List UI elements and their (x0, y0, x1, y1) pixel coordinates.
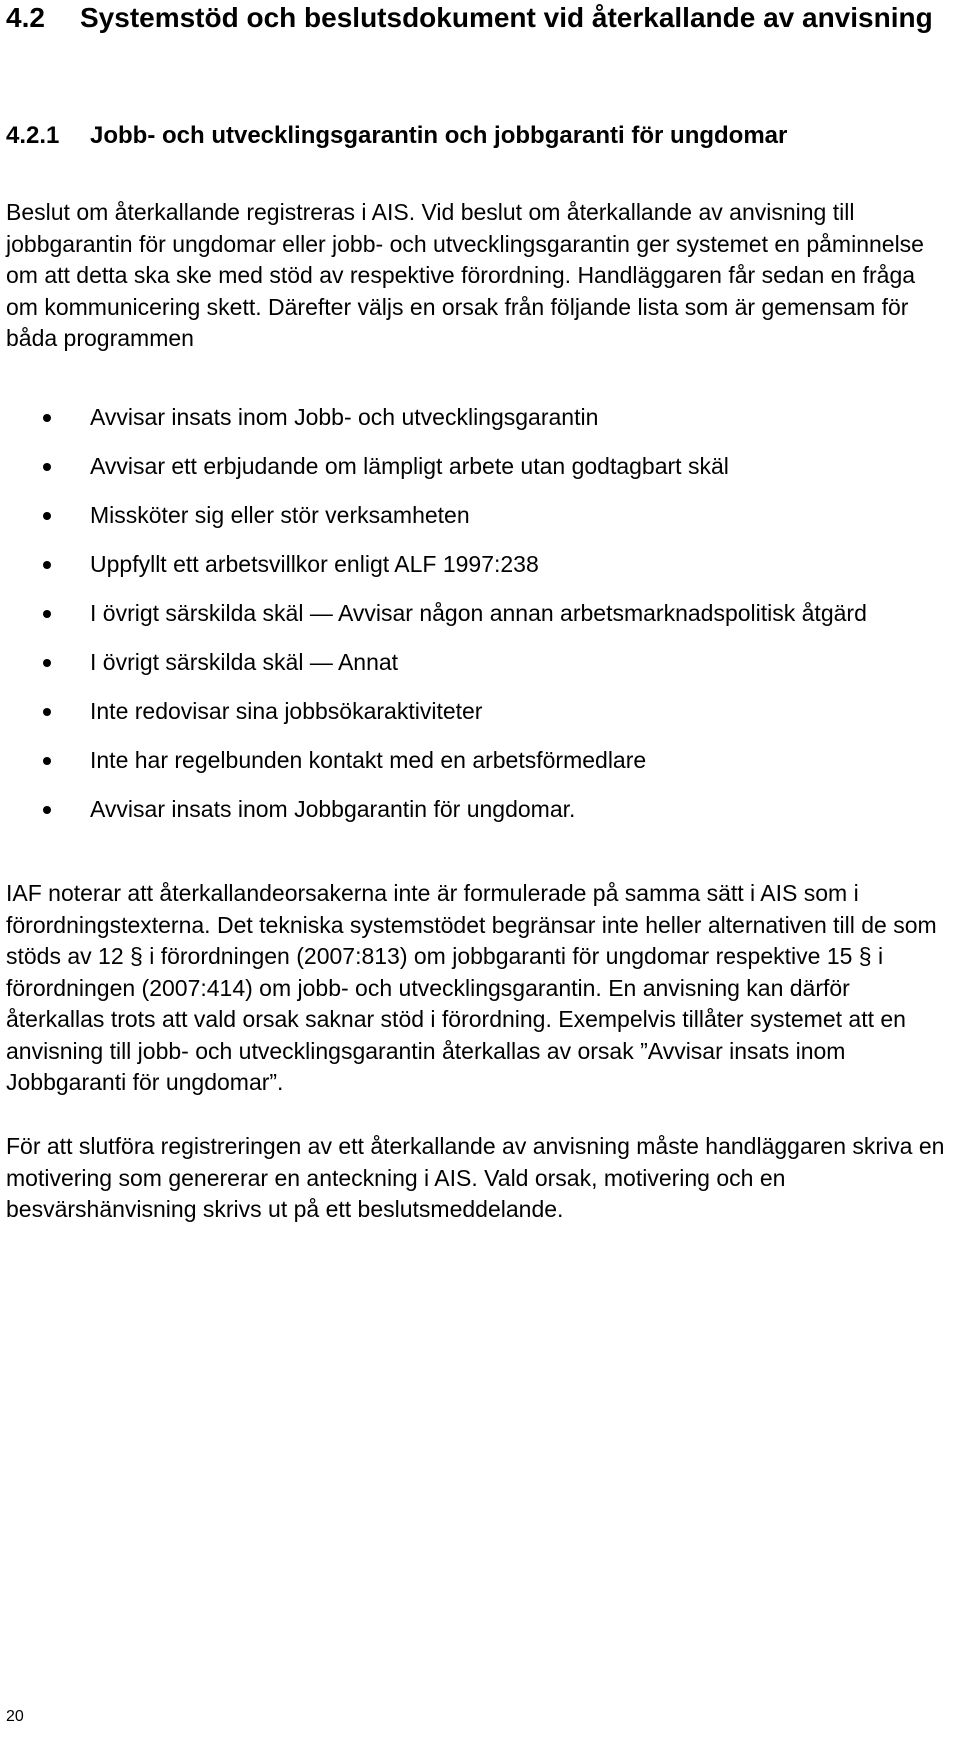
bullet-icon (43, 659, 51, 667)
bullet-icon (43, 806, 51, 814)
bullet-icon (43, 757, 51, 765)
list-item: Avvisar insats inom Jobbgarantin för ungdomar. (6, 794, 950, 826)
bullet-icon (43, 414, 51, 422)
closing-paragraph: För att slutföra registreringen av ett återkallande av anvisning måste handläggaren skriva en motivering som genererar en anteckning i AIS. Vald orsak, motivering och en besvärshänvisning skrivs ut på ett beslutsmeddelande. (6, 1133, 945, 1222)
subsection-number: 4.2.1 (6, 122, 60, 149)
bullet-icon (43, 708, 51, 716)
intro-paragraph: Beslut om återkallande registreras i AIS. Vid beslut om återkallande av anvisning till jobbgarantin för ungdomar eller jobb- och utvecklingsgarantin ger systemet en påminnelse om att detta ska ske med stöd av respektive förordning. Handläggaren får sedan en fråga om kommunicering skett. Därefter väljs en orsak från följande lista som är gemensam för båda programmen (6, 199, 924, 351)
bullet-icon (43, 610, 51, 618)
section-title: Systemstöd och beslutsdokument vid återkallande av anvisning (80, 2, 933, 33)
list-item: I övrigt särskilda skäl — Annat (6, 647, 950, 679)
list-item: Inte har regelbunden kontakt med en arbetsförmedlare (6, 745, 950, 777)
list-item: I övrigt särskilda skäl — Avvisar någon annan arbetsmarknadspolitisk åtgärd (6, 598, 950, 630)
subsection-heading (6, 120, 950, 152)
page-number: 20 (6, 1708, 24, 1725)
section-heading (6, 0, 950, 36)
bullet-icon (43, 463, 51, 471)
list-item: Avvisar ett erbjudande om lämpligt arbete utan godtagbart skäl (6, 451, 950, 483)
bullet-icon (43, 512, 51, 520)
list-item: Uppfyllt ett arbetsvillkor enligt ALF 1997:238 (6, 549, 950, 581)
list-item: Missköter sig eller stör verksamheten (6, 500, 950, 532)
section-number: 4.2 (6, 2, 45, 33)
bullet-icon (43, 561, 51, 569)
list-item: Inte redovisar sina jobbsökaraktiviteter (6, 696, 950, 728)
subsection-title: Jobb- och utvecklingsgarantin och jobbgaranti för ungdomar (90, 122, 788, 149)
list-item: Avvisar insats inom Jobb- och utvecklingsgarantin (6, 402, 950, 434)
notes-paragraph: IAF noterar att återkallandeorsakerna inte är formulerade på samma sätt i AIS som i förordningstexterna. Det tekniska systemstödet begränsar inte heller alternativen till de som stöds av 12 § i förordningen (2007:813) om jobbgaranti för ungdomar respektive 15 § i förordningen (2007:414) om jobb- och utvecklingsgarantin. En anvisning kan därför återkallas trots att vald orsak saknar stöd i förordning. Exempelvis tillåter systemet att en anvisning till jobb- och utvecklingsgarantin återkallas av orsak ”Avvisar insats inom Jobbgaranti för ungdomar”. (6, 880, 937, 1095)
reason-list (6, 402, 950, 843)
